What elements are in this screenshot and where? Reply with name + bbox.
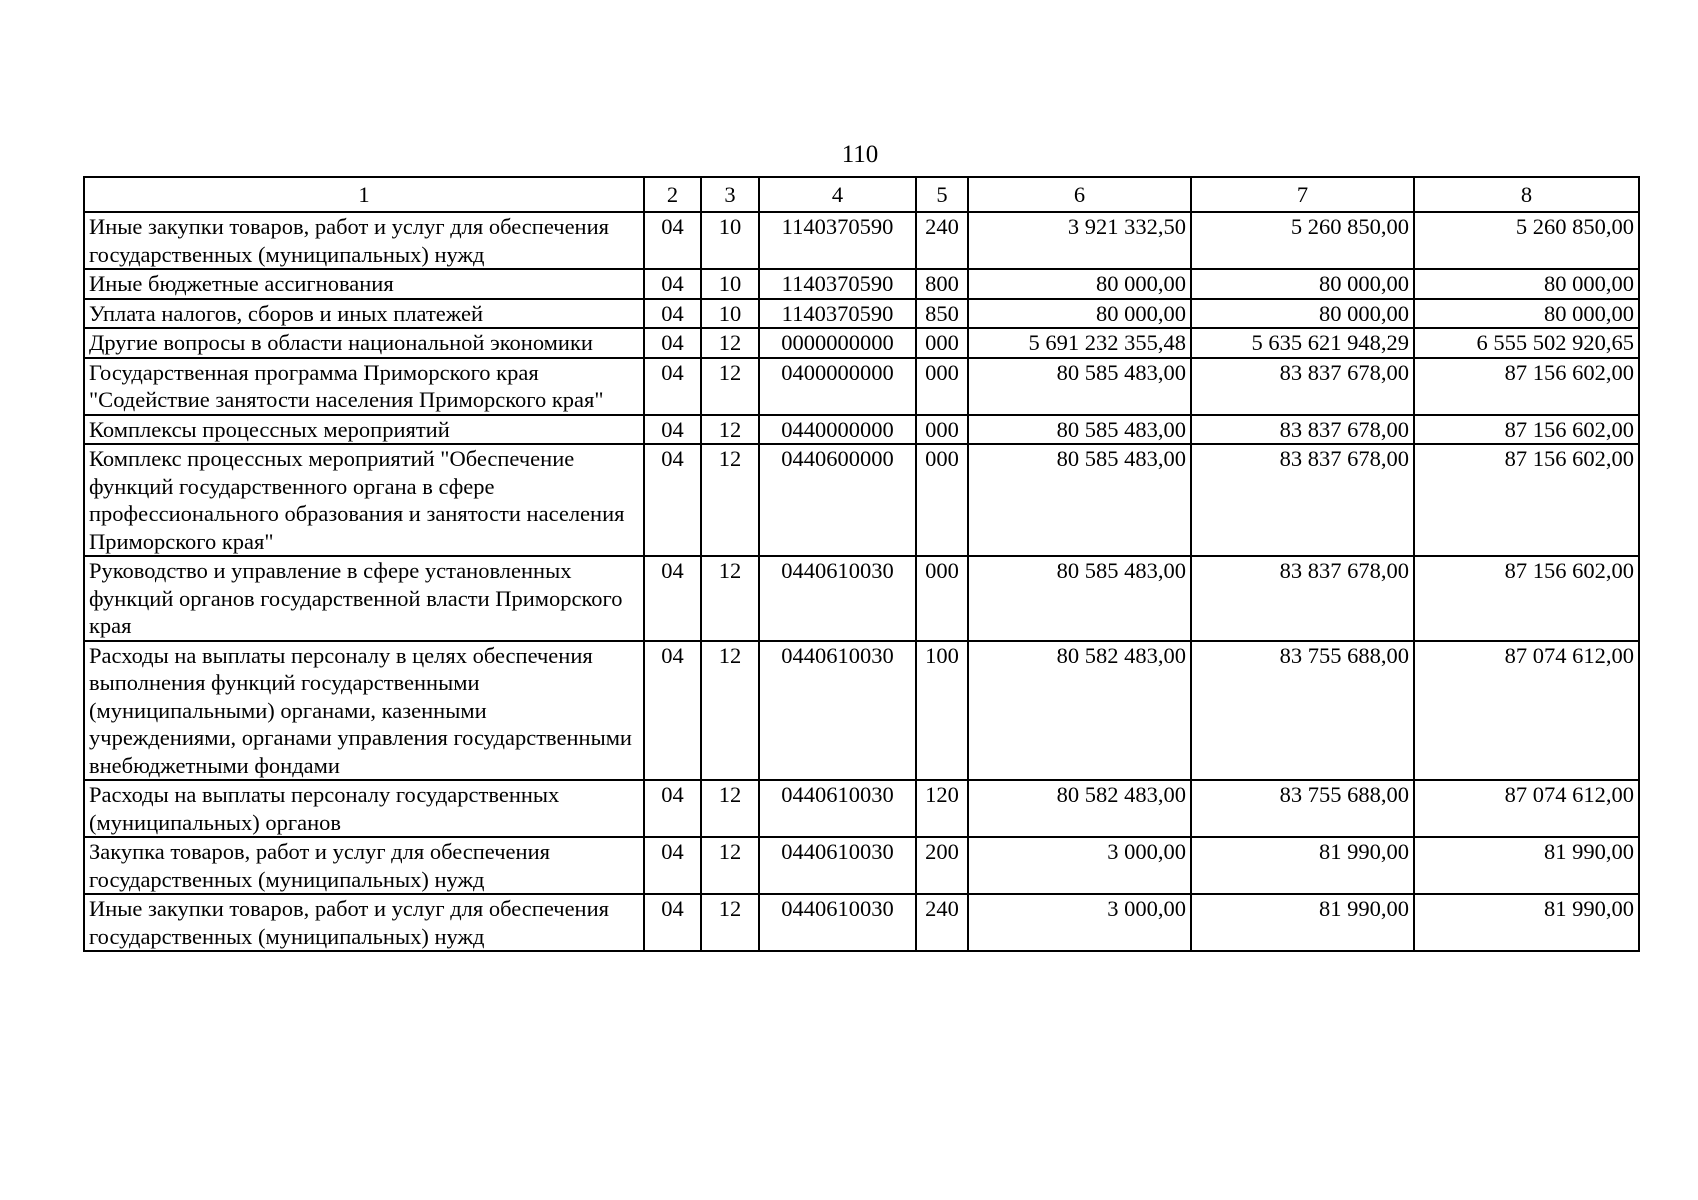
table-row	[84, 269, 1639, 299]
subsection-code: 12	[701, 328, 759, 358]
subsection-code: 12	[701, 641, 759, 781]
target-code: 1140370590	[759, 269, 916, 299]
amount-col-7: 83 755 688,00	[1191, 780, 1414, 837]
budget-table	[83, 176, 1640, 952]
expense-type-code: 850	[916, 299, 968, 329]
amount-col-7: 83 837 678,00	[1191, 415, 1414, 445]
amount-col-8: 5 260 850,00	[1414, 212, 1639, 269]
amount-col-7: 81 990,00	[1191, 894, 1414, 951]
subsection-code: 10	[701, 212, 759, 269]
target-code: 0440610030	[759, 556, 916, 641]
target-code: 0000000000	[759, 328, 916, 358]
amount-col-8: 6 555 502 920,65	[1414, 328, 1639, 358]
target-code: 0440600000	[759, 444, 916, 556]
amount-col-6: 80 585 483,00	[968, 444, 1191, 556]
column-header: 6	[968, 177, 1191, 212]
section-code: 04	[644, 299, 701, 329]
item-name: Комплекс процессных мероприятий "Обеспечение функций государственного органа в сфере профессионального образования и занятости населения Приморского края"	[84, 444, 644, 556]
item-name: Расходы на выплаты персоналу в целях обеспечения выполнения функций государственными (муниципальными) органами, казенными учреждениями, органами управления государственными внебюджетными фондами	[84, 641, 644, 781]
item-name: Иные закупки товаров, работ и услуг для обеспечения государственных (муниципальных) нужд	[84, 894, 644, 951]
target-code: 0440610030	[759, 837, 916, 894]
column-header: 4	[759, 177, 916, 212]
amount-col-6: 5 691 232 355,48	[968, 328, 1191, 358]
item-name: Расходы на выплаты персоналу государственных (муниципальных) органов	[84, 780, 644, 837]
item-name: Уплата налогов, сборов и иных платежей	[84, 299, 644, 329]
table-row	[84, 212, 1639, 269]
item-name: Государственная программа Приморского края "Содействие занятости населения Приморского края"	[84, 358, 644, 415]
item-name: Комплексы процессных мероприятий	[84, 415, 644, 445]
amount-col-8: 80 000,00	[1414, 269, 1639, 299]
amount-col-7: 83 837 678,00	[1191, 444, 1414, 556]
section-code: 04	[644, 328, 701, 358]
column-header: 7	[1191, 177, 1414, 212]
item-name: Руководство и управление в сфере установленных функций органов государственной власти Приморского края	[84, 556, 644, 641]
expense-type-code: 120	[916, 780, 968, 837]
amount-col-7: 81 990,00	[1191, 837, 1414, 894]
target-code: 1140370590	[759, 212, 916, 269]
item-name: Иные бюджетные ассигнования	[84, 269, 644, 299]
table-row	[84, 328, 1639, 358]
amount-col-7: 80 000,00	[1191, 269, 1414, 299]
table-row	[84, 837, 1639, 894]
amount-col-8: 87 156 602,00	[1414, 358, 1639, 415]
target-code: 1140370590	[759, 299, 916, 329]
expense-type-code: 240	[916, 894, 968, 951]
amount-col-6: 80 585 483,00	[968, 415, 1191, 445]
table-row	[84, 299, 1639, 329]
target-code: 0440000000	[759, 415, 916, 445]
amount-col-7: 83 837 678,00	[1191, 358, 1414, 415]
section-code: 04	[644, 641, 701, 781]
section-code: 04	[644, 212, 701, 269]
header-row	[84, 177, 1639, 212]
amount-col-6: 80 585 483,00	[968, 358, 1191, 415]
amount-col-7: 5 260 850,00	[1191, 212, 1414, 269]
amount-col-6: 80 585 483,00	[968, 556, 1191, 641]
expense-type-code: 100	[916, 641, 968, 781]
subsection-code: 12	[701, 358, 759, 415]
target-code: 0440610030	[759, 780, 916, 837]
target-code: 0400000000	[759, 358, 916, 415]
amount-col-6: 80 582 483,00	[968, 641, 1191, 781]
section-code: 04	[644, 415, 701, 445]
amount-col-8: 87 156 602,00	[1414, 415, 1639, 445]
amount-col-8: 87 074 612,00	[1414, 641, 1639, 781]
section-code: 04	[644, 444, 701, 556]
subsection-code: 12	[701, 780, 759, 837]
subsection-code: 10	[701, 299, 759, 329]
amount-col-6: 80 582 483,00	[968, 780, 1191, 837]
amount-col-8: 87 156 602,00	[1414, 444, 1639, 556]
expense-type-code: 240	[916, 212, 968, 269]
subsection-code: 10	[701, 269, 759, 299]
target-code: 0440610030	[759, 894, 916, 951]
amount-col-6: 80 000,00	[968, 299, 1191, 329]
table-row	[84, 780, 1639, 837]
section-code: 04	[644, 894, 701, 951]
section-code: 04	[644, 358, 701, 415]
expense-type-code: 000	[916, 415, 968, 445]
amount-col-8: 81 990,00	[1414, 894, 1639, 951]
expense-type-code: 000	[916, 556, 968, 641]
table-row	[84, 415, 1639, 445]
expense-type-code: 000	[916, 444, 968, 556]
target-code: 0440610030	[759, 641, 916, 781]
subsection-code: 12	[701, 444, 759, 556]
table-row	[84, 556, 1639, 641]
expense-type-code: 000	[916, 328, 968, 358]
column-header: 1	[84, 177, 644, 212]
table-row	[84, 641, 1639, 781]
amount-col-8: 81 990,00	[1414, 837, 1639, 894]
table-row	[84, 358, 1639, 415]
table-row	[84, 894, 1639, 951]
subsection-code: 12	[701, 837, 759, 894]
page-number: 110	[841, 141, 879, 168]
amount-col-6: 80 000,00	[968, 269, 1191, 299]
amount-col-6: 3 921 332,50	[968, 212, 1191, 269]
item-name: Закупка товаров, работ и услуг для обеспечения государственных (муниципальных) нужд	[84, 837, 644, 894]
section-code: 04	[644, 837, 701, 894]
table-row	[84, 444, 1639, 556]
amount-col-8: 87 074 612,00	[1414, 780, 1639, 837]
amount-col-7: 83 755 688,00	[1191, 641, 1414, 781]
column-header: 5	[916, 177, 968, 212]
item-name: Другие вопросы в области национальной экономики	[84, 328, 644, 358]
column-header: 2	[644, 177, 701, 212]
amount-col-6: 3 000,00	[968, 837, 1191, 894]
subsection-code: 12	[701, 415, 759, 445]
expense-type-code: 200	[916, 837, 968, 894]
section-code: 04	[644, 780, 701, 837]
section-code: 04	[644, 269, 701, 299]
column-header: 3	[701, 177, 759, 212]
subsection-code: 12	[701, 556, 759, 641]
amount-col-6: 3 000,00	[968, 894, 1191, 951]
item-name: Иные закупки товаров, работ и услуг для обеспечения государственных (муниципальных) нужд	[84, 212, 644, 269]
section-code: 04	[644, 556, 701, 641]
expense-type-code: 800	[916, 269, 968, 299]
expense-type-code: 000	[916, 358, 968, 415]
amount-col-7: 83 837 678,00	[1191, 556, 1414, 641]
amount-col-8: 87 156 602,00	[1414, 556, 1639, 641]
amount-col-7: 5 635 621 948,29	[1191, 328, 1414, 358]
column-header: 8	[1414, 177, 1639, 212]
amount-col-7: 80 000,00	[1191, 299, 1414, 329]
subsection-code: 12	[701, 894, 759, 951]
amount-col-8: 80 000,00	[1414, 299, 1639, 329]
